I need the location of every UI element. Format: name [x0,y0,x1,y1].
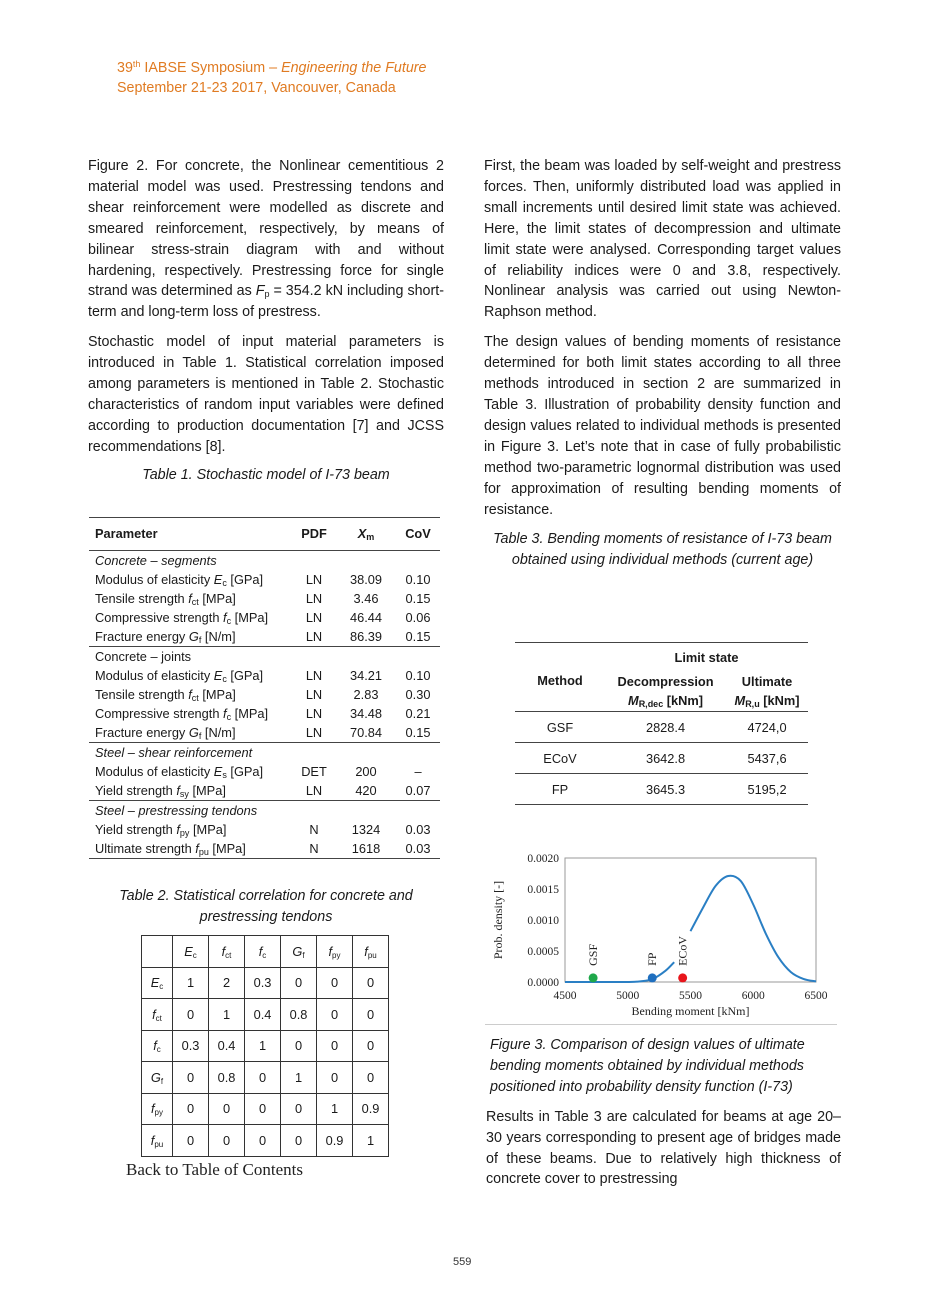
parameter-name: Yield strength $f_{py}$ [MPa] [95,822,227,838]
table3-caption: Table 3. Bending moments of resistance of I-73 beam obtained using individual methods (current age) [493,531,832,569]
y-axis-label: Prob. density [-] [491,880,505,960]
correlation-cell: 0 [245,1125,281,1157]
column-label: $f_{pu}$ [353,936,389,968]
mean-value: 70.84 [334,723,392,743]
column-label: $f_c$ [245,936,281,968]
col-xm: $X_m$ [334,518,392,551]
pdf-curve-upper [691,876,817,982]
table2-header-row [142,936,389,968]
table1-group-row [89,647,440,667]
mean-value: 86.39 [334,627,392,647]
plot-area-frame [565,858,816,982]
col-ultimate: Ultimate $M_{R,u}$ [kNm] [726,671,808,712]
pdf-value: LN [305,572,323,587]
pdf-value: LN [305,706,323,721]
cov-value: 0.03 [405,822,431,837]
table1-group-row [89,743,440,763]
table1-row [89,627,440,647]
correlation-cell: 0.9 [353,1093,389,1125]
design-point-label-ecov: ECoV [675,935,690,966]
figure3-caption: Figure 3. Comparison of design values of ultimate bending moments obtained by individual methods positioned into probability density function (I-73) [490,1037,805,1095]
mean-value: 1618 [334,839,392,859]
parameter-name: Ultimate strength $f_{pu}$ [MPa] [89,839,288,859]
correlation-cell: 0 [353,1030,389,1062]
design-point-gsf [589,973,598,982]
correlation-cell: 0 [281,1125,317,1157]
column-label: $G_f$ [281,936,317,968]
cov-value: 0.10 [405,572,431,587]
table1-header-row [89,518,440,551]
parameter-name: Compressive strength $f_c$ [MPa] [95,610,269,626]
pdf-value: N [309,822,319,837]
parameter-name: Tensile strength $f_{ct}$ [MPa] [95,687,236,703]
mean-value: 3.46 [353,591,379,606]
mean-value: 34.21 [349,668,383,683]
x-tick-label: 5000 [616,990,640,1002]
paragraph-material-models: Figure 2. For concrete, the Nonlinear cementitious 2 material model was used. Prestressing tendons and shear reinforcement were modelled as discrete and smeared reinforcement, respectively, by means of bilinear stress-strain diagram with and without hardening, respectively. Prestressing force for single strand was determined as $F_p = 354.2$ kN including short-term and long-term loss of prestress. [88,158,444,321]
col-decompression: Decompression $M_{R,dec}$ [kNm] [605,671,726,712]
pdf-value: LN [288,627,334,647]
correlation-cell: 0 [353,967,389,999]
ultimate-value: 5195,2 [726,774,808,805]
mean-value: 420 [334,781,392,801]
col-parameter: Parameter [89,518,288,551]
table1-caption: Table 1. Stochastic model of I-73 beam [142,466,390,483]
x-tick-label: 4500 [553,990,577,1002]
correlation-cell: 0 [173,999,209,1031]
table2-row [142,1125,389,1157]
design-point-label-gsf: GSF [586,943,601,966]
correlation-cell: 0 [245,1062,281,1094]
table2-row [142,999,389,1031]
parameter-name: Modulus of elasticity $E_c$ [GPa] [95,572,264,588]
correlation-cell: 0 [317,999,353,1031]
correlation-cell: 0.8 [209,1062,245,1094]
cov-value: 0.15 [392,723,440,743]
paragraph-loading: First, the beam was loaded by self-weight and prestress forces. Then, uniformly distributed load was applied in small increments until desired limit state was achieved. Here, the limit states of decompression and ultimate limit state were analysed. Corresponding target values of reliability indices were 0 and 3.8, respectively. Nonlinear analysis was carried out using Newton-Raphson method. [484,158,841,321]
col-cov: CoV [392,518,440,551]
pdf-value: LN [305,610,323,625]
correlation-cell: 0 [245,1093,281,1125]
cov-value: 0.30 [405,687,431,702]
right-column [484,156,841,571]
table3-bending-moments [515,642,808,805]
correlation-cell: 0 [353,999,389,1031]
table1-row [89,839,440,859]
row-label: $f_c$ [142,1030,173,1062]
group-title: Concrete – segments [95,553,217,568]
conference-header [117,58,427,78]
col-method: Method [515,643,605,712]
table1-row [89,820,440,839]
correlation-cell: 1 [209,999,245,1031]
parameter-name: Fracture energy $G_f$ [N/m] [89,723,288,743]
paragraph-results: Results in Table 3 are calculated for beams at age 20–30 years corresponding to present age of bridges made of these beams. Due to relatively high thickness of concrete cover to prestressing [486,1108,841,1188]
table1-row [89,666,440,685]
cov-value: 0.15 [405,591,431,606]
parameter-name: Modulus of elasticity $E_s$ [GPa] [95,764,264,780]
design-point-fp [648,973,657,982]
correlation-cell: 0 [317,1062,353,1094]
group-title: Steel – shear reinforcement [95,745,253,760]
parameter-name: Modulus of elasticity $E_c$ [GPa] [95,668,264,684]
correlation-cell: 0 [281,967,317,999]
correlation-cell: 2 [209,967,245,999]
table1-row [89,704,440,723]
x-tick-label: 6500 [804,990,828,1002]
table3-row [515,743,808,774]
row-label: $f_{ct}$ [142,999,173,1031]
cov-value: 0.15 [392,627,440,647]
design-point-ecov [678,973,687,982]
table1-row [89,570,440,589]
back-to-toc-link[interactable]: Back to Table of Contents [126,1160,303,1179]
table2-row [142,1093,389,1125]
correlation-cell: 1 [353,1125,389,1157]
correlation-cell: 0.8 [281,999,317,1031]
column-label: $E_c$ [173,936,209,968]
mean-value: 46.44 [349,610,383,625]
pdf-value: LN [305,591,323,606]
correlation-cell: 0.4 [245,999,281,1031]
method-cell: FP [515,774,605,805]
group-title: Concrete – joints [95,649,192,664]
table1-group-row [89,551,440,571]
pdf-value: LN [288,723,334,743]
cov-value: 0.03 [392,839,440,859]
correlation-cell: 0 [353,1062,389,1094]
correlation-cell: 1 [173,967,209,999]
table3-row [515,774,808,805]
mean-value: 38.09 [349,572,383,587]
correlation-cell: 1 [245,1030,281,1062]
cov-value: 0.21 [405,706,431,721]
table2-row [142,1062,389,1094]
correlation-cell: 0 [209,1093,245,1125]
correlation-cell: 0.3 [245,967,281,999]
correlation-cell: 0 [209,1125,245,1157]
pdf-value: LN [288,781,334,801]
correlation-cell: 0 [173,1062,209,1094]
table2-correlation-matrix [141,935,389,1157]
figure3-pdf-chart [485,843,835,1028]
correlation-cell: 1 [317,1093,353,1125]
decompression-value: 2828.4 [605,712,726,743]
table1-row [89,723,440,743]
correlation-cell: 0 [317,1030,353,1062]
table2-caption: Table 2. Statistical correlation for concrete and prestressing tendons [119,888,413,925]
y-tick-label: 0.0010 [527,915,559,927]
row-label: $f_{pu}$ [142,1125,173,1157]
table3-row [515,712,808,743]
y-tick-label: 0.0005 [527,946,559,958]
parameter-name: Compressive strength $f_c$ [MPa] [95,706,269,722]
correlation-cell: 0 [173,1093,209,1125]
cov-value: 0.10 [405,668,431,683]
pdf-value: LN [305,668,323,683]
paragraph-stochastic-model: Stochastic model of input material parameters is introduced in Table 1. Statistical correlation imposed among parameters is mentioned in Table 2. Stochastic characteristics of random input variables were defined according to production documentation [7] and JCSS recommendations [8]. [88,334,444,455]
cov-value: 0.07 [392,781,440,801]
pdf-value: N [288,839,334,859]
figure-divider [485,1024,837,1025]
table2-row [142,1030,389,1062]
correlation-cell: 0.3 [173,1030,209,1062]
row-label: $E_c$ [142,967,173,999]
page-number: 559 [453,1256,472,1268]
parameter-name: Tensile strength $f_{ct}$ [MPa] [95,591,236,607]
row-label: $f_{py}$ [142,1093,173,1125]
x-tick-label: 6000 [741,990,765,1002]
correlation-cell: 0 [317,967,353,999]
correlation-cell: 0.9 [317,1125,353,1157]
x-tick-label: 5500 [679,990,702,1002]
cov-value: – [414,764,422,779]
parameter-name: Yield strength $f_{sy}$ [MPa] [89,781,288,801]
table1-row [89,589,440,608]
correlation-cell: 0 [281,1093,317,1125]
right-column-lower [486,1035,841,1190]
mean-value: 34.48 [349,706,383,721]
header-line2: September 21-23 2017, Vancouver, Canada [117,80,396,96]
pdf-value: LN [305,687,323,702]
table2-caption-wrap [88,886,444,928]
ultimate-value: 4724,0 [726,712,808,743]
ultimate-value: 5437,6 [726,743,808,774]
design-point-label-fp: FP [645,952,660,966]
column-label: $f_{ct}$ [209,936,245,968]
correlation-cell: 1 [281,1062,317,1094]
table1-row [89,781,440,801]
y-tick-label: 0.0020 [527,853,559,865]
method-cell: GSF [515,712,605,743]
corner-cell [142,936,173,968]
table2-row [142,967,389,999]
table1-stochastic-model [89,517,440,859]
mean-value: 200 [355,764,377,779]
table1-row [89,762,440,781]
cov-value: 0.06 [405,610,431,625]
method-cell: ECoV [515,743,605,774]
y-tick-label: 0.0015 [527,884,559,896]
row-label: $G_f$ [142,1062,173,1094]
correlation-cell: 0 [173,1125,209,1157]
table1-row [89,685,440,704]
table3-header-row1 [515,643,808,672]
correlation-cell: 0 [281,1030,317,1062]
table1-row [89,608,440,627]
correlation-cell: 0.4 [209,1030,245,1062]
pdf-value: DET [301,764,327,779]
mean-value: 2.83 [353,687,379,702]
y-tick-label: 0.0000 [527,977,559,989]
x-axis-label: Bending moment [kNm] [631,1004,750,1018]
group-title: Steel – prestressing tendons [95,803,258,818]
header-line1: 39th IABSE Symposium – Engineering the Future [117,59,427,76]
table1-group-row [89,801,440,821]
mean-value: 1324 [351,822,381,837]
paragraph-design-values: The design values of bending moments of resistance determined for both limit states according to all three methods introduced in section 2 are summarized in Table 3. Illustration of probability density function and design values related to individual methods is presented in Figure 3. Let’s note that in case of fully probabilistic method two-parametric lognormal distribution was used for approximation of resulting bending moments of resistance. [484,334,841,518]
parameter-name: Fracture energy $G_f$ [N/m] [89,627,288,647]
decompression-value: 3645.3 [605,774,726,805]
column-label: $f_{py}$ [317,936,353,968]
left-column [88,156,444,486]
col-limit-state: Limit state [605,643,808,672]
decompression-value: 3642.8 [605,743,726,774]
col-pdf: PDF [288,518,334,551]
